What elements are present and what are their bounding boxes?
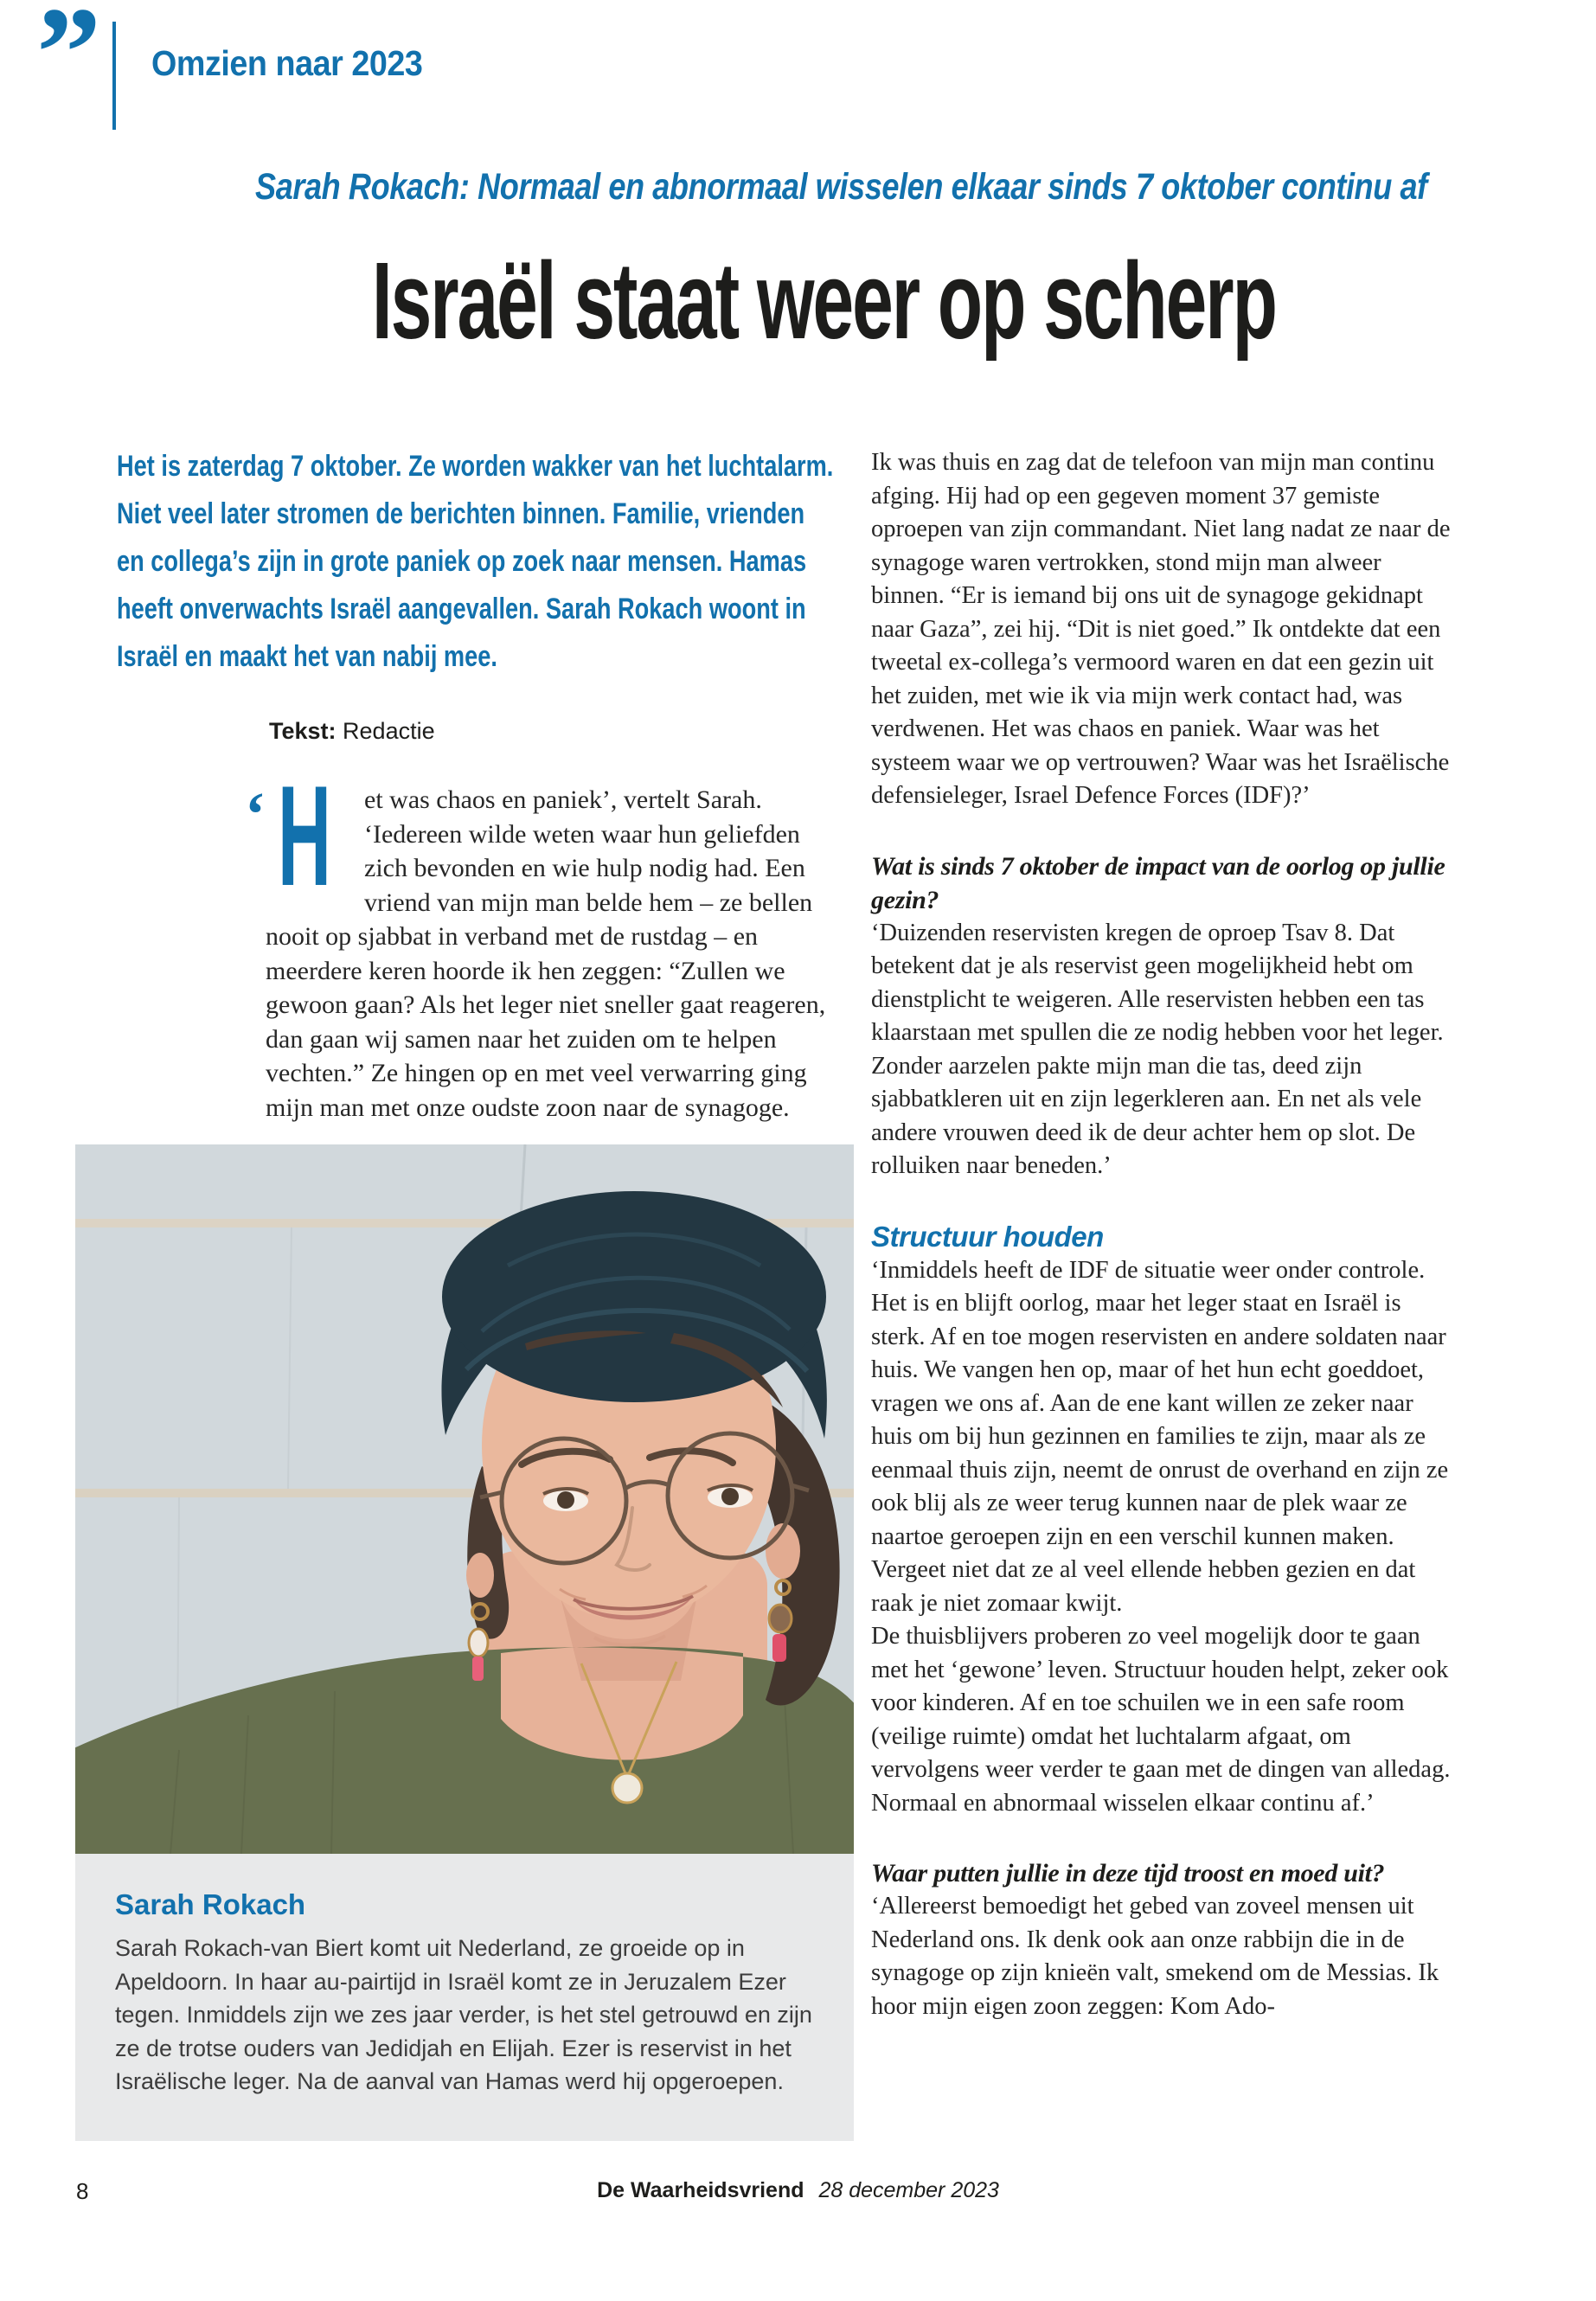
- issue-date: 28 december 2023: [818, 2178, 999, 2202]
- portrait-photo-image: [75, 1144, 854, 1854]
- lead-paragraph-text: et was chaos en paniek’, vertelt Sarah. ‘Iedereen wilde weten waar hun geliefden zich bevonden en wie hulp nodig had. Een vriend van mijn man belde hem – ze bellen nooit op sjabbat in verband met de rustdag – en meerdere keren hoorde ik hen zeggen: “Zullen we gewoon gaan? Als het leger niet sneller gaat reageren, dan gaan wij samen naar het zuiden om te helpen vechten.” Ze hingen op en met veel verwarring ging mijn man met onze oudste zoon naar de synagoge.: [266, 785, 826, 1122]
- portrait-photo: [75, 1144, 854, 1854]
- lead-paragraph: [245, 756, 836, 1125]
- body-paragraph: ‘Allereerst bemoedigt het gebed van zoveel mensen uit Nederland ons. Ik denk ook aan onze rabbijn die in de synagoge op zijn knieën valt, smekend om de Messias. Ik hoor mijn eigen zoon zeggen: Kom Ado-: [871, 1893, 1439, 2020]
- dropcap: [245, 756, 352, 915]
- question-heading: Waar putten jullie in deze tijd troost en moed uit?: [871, 1859, 1385, 1888]
- infobox-sarah-rokach: [75, 1854, 854, 2141]
- header-divider-line: [112, 22, 116, 130]
- infobox-title: Sarah Rokach: [115, 1888, 306, 1920]
- article-intro: [117, 443, 836, 681]
- body-paragraph: ‘Inmiddels heeft de IDF de situatie weer onder controle. Het is en blijft oorlog, maar het leger staat en Israël is sterk. Af en toe mogen reservisten en andere soldaten naar huis. We vangen hen op, maar of het hun echt goeddoet, vragen we ons af. Aan de ene kant willen ze zeker naar huis om bij hun gezinnen en families te zijn, maar als ze eenmaal thuis zijn, neemt de onrust de overhand en zijn ze ook blij als ze weer terug kunnen naar de plek waar ze naartoe geroepen zijn en een verschil kunnen maken. Vergeet niet dat ze al veel ellende hebben gezien en dat raak je niet zomaar kwijt.: [871, 1256, 1449, 1617]
- article-intro-text: Het is zaterdag 7 oktober. Ze worden wakker van het luchtalarm. Niet veel later stromen de berichten binnen. Familie, vrienden en collega’s zijn in grote paniek op zoek naar mensen. Hamas heeft onverwachts Israël aangevallen. Sarah Rokach woont in Israël en maakt het van nabij mee.: [117, 450, 834, 673]
- kicker-row: [87, 166, 1596, 208]
- article-kicker: Sarah Rokach: Normaal en abnormaal wisselen elkaar sinds 7 oktober continu af: [255, 166, 1427, 208]
- body-paragraph: ‘Duizenden reservisten kregen de oproep Tsav 8. Dat betekent dat je als reservist geen mogelijkheid hebt om dienstplicht te weigeren. Alle reservisten hebben een tas klaarstaan met spullen die ze nodig hebben voor het leger. Zonder aarzelen pakte mijn man die tas, deed zijn sjabbatkleren uit en zijn legerkleren aan. En net als vele andere vrouwen deed ik de deur achter hem op slot. De rolluiken naar beneden.’: [871, 919, 1444, 1179]
- article-body-column: [871, 446, 1455, 2023]
- dropcap-letter: H: [278, 756, 331, 915]
- question-heading: Wat is sinds 7 oktober de impact van de oorlog op jullie gezin?: [871, 851, 1445, 914]
- magazine-title: De Waarheidsvriend: [597, 2178, 804, 2202]
- dropcap-open-quote: ‘: [245, 779, 266, 849]
- sub-heading: Structuur houden: [871, 1220, 1104, 1253]
- page-number: 8: [76, 2178, 89, 2204]
- quote-mark-icon: ”: [36, 0, 101, 125]
- body-paragraph: Ik was thuis en zag dat de telefoon van mijn man continu afging. Hij had op een gegeven moment 37 gemiste oproepen van zijn commandant. Niet lang nadat ze naar de synagoge waren vertrokken, stond mijn man alweer binnen. “Er is iemand bij ons uit de synagoge gekidnapt naar Gaza”, zei hij. “Dit is niet goed.” Ik ontdekte dat een tweetal ex-collega’s vermoord waren en dat een gezin uit het zuiden, met wie ik via mijn werk contact had, was verdwenen. Het was chaos en paniek. Waar was het systeem waar we op vertrouwen? Waar was het Israëlische defensieleger, Israel Defence Forces (IDF)?’: [871, 449, 1451, 809]
- byline-value: Redactie: [343, 718, 435, 744]
- footer: [0, 2178, 1596, 2203]
- byline: [269, 718, 435, 745]
- section-title: Omzien naar 2023: [151, 43, 423, 83]
- article-headline: Israël staat weer op scherp: [371, 240, 1276, 362]
- headline-row: [52, 240, 1596, 362]
- byline-label: Tekst:: [269, 718, 337, 744]
- infobox-text: Sarah Rokach-van Biert komt uit Nederland, ze groeide op in Apeldoorn. In haar au-pairtijd in Israël komt ze in Jeruzalem Ezer tegen. Inmiddels zijn we zes jaar verder, is het stel getrouwd en zijn ze de trotse ouders van Jedidjah en Elijah. Ezer is reservist in het Israëlische leger. Na de aanval van Hamas werd hij opgeroepen.: [115, 1935, 812, 2094]
- body-paragraph: De thuisblijvers proberen zo veel mogelijk door te gaan met het ‘gewone’ leven. Structuur houden helpt, zeker ook voor kinderen. Af en toe schuilen we in een safe room (veilige ruimte) omdat het luchtalarm afgaat, om vervolgens weer verder te gaan met de dingen van alledag. Normaal en abnormaal wisselen elkaar continu af.’: [871, 1623, 1451, 1817]
